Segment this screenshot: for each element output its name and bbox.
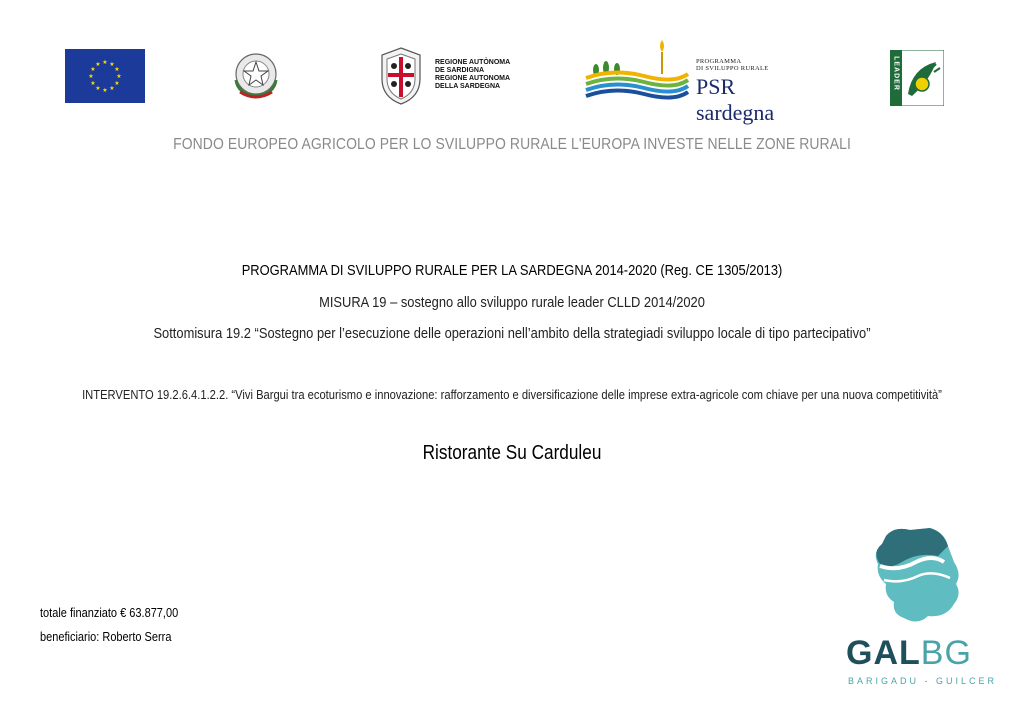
bg-word: BG — [920, 634, 972, 672]
gal-bg-map-icon — [858, 522, 968, 632]
svg-text:★: ★ — [88, 73, 94, 80]
svg-text:★: ★ — [95, 85, 101, 92]
intervento-line: INTERVENTO 19.2.6.4.1.2.2. “Vivi Bargui tra ecoturismo e innovazione: rafforzamento e diversificazione delle imprese extra-agricole com chiave per una nuova competitività” — [82, 387, 942, 402]
sardinia-region-logo — [375, 45, 520, 107]
gal-subtitle: BARIGADU - GUILCER — [848, 676, 998, 686]
svg-text:★: ★ — [116, 73, 122, 80]
region-label-1: REGIONE AUTÒNOMA — [435, 59, 511, 66]
svg-text:★: ★ — [109, 61, 115, 68]
eu-flag-logo — [65, 49, 145, 103]
italy-emblem-logo — [228, 48, 284, 106]
program-title: PROGRAMMA DI SVILUPPO RURALE PER LA SARDEGNA 2014-2020 (Reg. CE 1305/2013) — [241, 262, 783, 279]
sottomisura-line: Sottomisura 19.2 “Sostegno per l’esecuzione delle operazioni nell’ambito della strategiadi sviluppo locale di tipo partecipativo” — [153, 325, 871, 342]
svg-text:★: ★ — [102, 87, 108, 94]
beneficiary-line: beneficiario: Roberto Serra — [40, 630, 172, 644]
psr-small-line-2: DI SVILUPPO RURALE — [696, 65, 769, 72]
leader-logo — [890, 50, 944, 106]
svg-text:★: ★ — [90, 66, 96, 73]
sardinia-coat-of-arms-icon — [375, 45, 427, 107]
fund-tagline: FONDO EUROPEO AGRICOLO PER LO SVILUPPO RURALE L'EUROPA INVESTE NELLE ZONE RURALI — [173, 136, 851, 153]
psr-sardegna-logo — [584, 38, 816, 125]
svg-text:★: ★ — [95, 61, 101, 68]
svg-text:★: ★ — [114, 66, 120, 73]
svg-text:★: ★ — [90, 80, 96, 87]
italian-republic-emblem-icon — [228, 48, 284, 106]
psr-small-line-1: PROGRAMMA — [696, 58, 742, 65]
gal-word: GAL — [846, 634, 921, 672]
leader-label: LEADER — [892, 56, 900, 91]
region-label-2: DE SARDIGNA — [435, 67, 485, 74]
eu-flag-icon — [65, 49, 145, 103]
svg-text:★: ★ — [102, 59, 108, 66]
psr-landscape-icon — [584, 38, 690, 108]
svg-text:★: ★ — [114, 80, 120, 87]
misura-line: MISURA 19 – sostegno allo sviluppo rurale leader CLLD 2014/2020 — [319, 294, 705, 311]
region-label-4: DELLA SARDEGNA — [435, 83, 501, 90]
funding-amount: totale finanziato € 63.877,00 — [40, 606, 179, 620]
psr-title: PSR sardegna — [696, 74, 775, 125]
region-label-3: REGIONE AUTONOMA — [435, 75, 511, 82]
svg-text:★: ★ — [109, 85, 115, 92]
beneficiary-business-name: Ristorante Su Carduleu — [422, 442, 602, 464]
gal-bg-logo — [838, 522, 998, 692]
